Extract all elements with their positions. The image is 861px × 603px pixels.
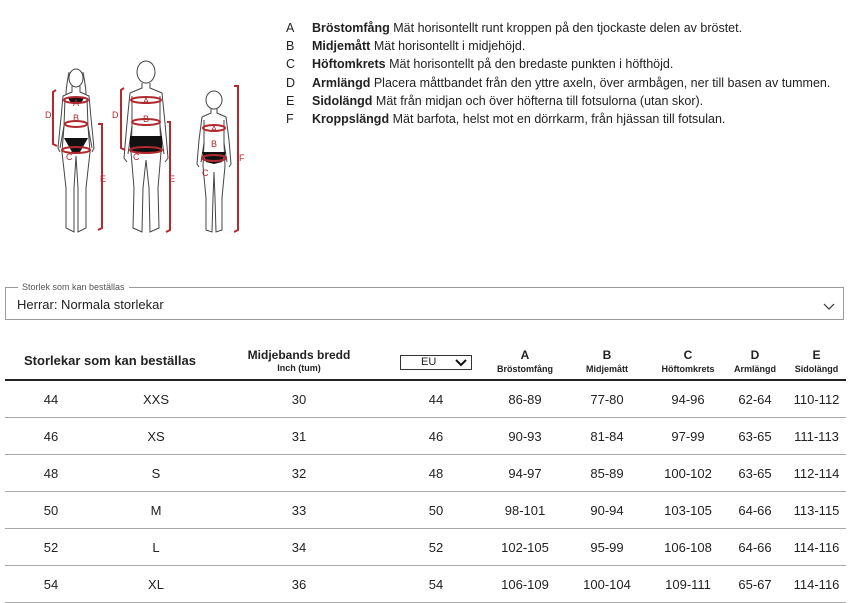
cell-chest: 90-93 bbox=[489, 418, 561, 455]
cell-chest: 102-105 bbox=[489, 529, 561, 566]
header-sizes: Storlekar som kan beställas bbox=[5, 342, 215, 380]
cell-size-number: 46 bbox=[5, 418, 97, 455]
cell-arm: 64-66 bbox=[723, 529, 787, 566]
figure-label-c: C bbox=[66, 152, 73, 162]
size-category-select-label: Storlek som kan beställas bbox=[18, 281, 129, 293]
cell-hip: 100-102 bbox=[653, 455, 723, 492]
cell-size-letter: XL bbox=[97, 566, 215, 603]
figure-label-a: A bbox=[211, 124, 218, 134]
size-category-select-value: Herrar: Normala storlekar bbox=[17, 297, 164, 312]
cell-arm: 63-65 bbox=[723, 455, 787, 492]
cell-arm: 64-66 bbox=[723, 492, 787, 529]
cell-size-letter: S bbox=[97, 455, 215, 492]
chevron-down-icon bbox=[455, 358, 467, 371]
cell-waist: 77-80 bbox=[561, 380, 653, 418]
cell-eu: 46 bbox=[383, 418, 489, 455]
cell-side: 113-115 bbox=[787, 492, 846, 529]
header-col-b: B Midjemått bbox=[561, 342, 653, 380]
table-row bbox=[5, 566, 846, 603]
cell-hip: 94-96 bbox=[653, 380, 723, 418]
cell-side: 114-116 bbox=[787, 566, 846, 603]
header-unit bbox=[383, 342, 489, 380]
cell-size-number: 48 bbox=[5, 455, 97, 492]
cell-waist-inch: 31 bbox=[215, 418, 383, 455]
cell-waist-inch: 33 bbox=[215, 492, 383, 529]
cell-chest: 106-109 bbox=[489, 566, 561, 603]
table-row bbox=[5, 492, 846, 529]
cell-waist-inch: 32 bbox=[215, 455, 383, 492]
cell-size-letter: XXS bbox=[97, 380, 215, 418]
cell-size-number: 54 bbox=[5, 566, 97, 603]
figure-label-c: C bbox=[133, 152, 140, 162]
cell-waist-inch: 36 bbox=[215, 566, 383, 603]
cell-side: 112-114 bbox=[787, 455, 846, 492]
cell-side: 110-112 bbox=[787, 380, 846, 418]
cell-waist-inch: 30 bbox=[215, 380, 383, 418]
figure-label-a: A bbox=[143, 96, 150, 106]
figure-label-a: A bbox=[73, 98, 80, 108]
header-col-e: E Sidolängd bbox=[787, 342, 846, 380]
cell-arm: 62-64 bbox=[723, 380, 787, 418]
size-table bbox=[5, 342, 846, 603]
legend-item-f: F Kroppslängd Mät barfota, helst mot en dörrkarm, från hjässan till fotsulan. bbox=[286, 112, 726, 127]
cell-chest: 98-101 bbox=[489, 492, 561, 529]
figure-label-f: F bbox=[239, 153, 245, 163]
header-col-a: A Bröstomfång bbox=[489, 342, 561, 380]
cell-eu: 52 bbox=[383, 529, 489, 566]
body-measurement-illustration bbox=[36, 48, 256, 238]
cell-hip: 106-108 bbox=[653, 529, 723, 566]
table-row bbox=[5, 418, 846, 455]
figure-label-b: B bbox=[73, 113, 80, 123]
cell-arm: 65-67 bbox=[723, 566, 787, 603]
cell-waist: 95-99 bbox=[561, 529, 653, 566]
measurement-legend bbox=[286, 19, 830, 128]
cell-waist-inch: 34 bbox=[215, 529, 383, 566]
cell-arm: 63-65 bbox=[723, 418, 787, 455]
cell-waist: 85-89 bbox=[561, 455, 653, 492]
table-header-row bbox=[5, 342, 846, 380]
unit-select[interactable] bbox=[400, 355, 472, 370]
figure-label-e: E bbox=[169, 174, 176, 184]
cell-eu: 50 bbox=[383, 492, 489, 529]
header-col-d: D Armlängd bbox=[723, 342, 787, 380]
cell-size-number: 52 bbox=[5, 529, 97, 566]
cell-side: 111-113 bbox=[787, 418, 846, 455]
table-row bbox=[5, 455, 846, 492]
figure-label-c: C bbox=[202, 168, 209, 178]
cell-hip: 109-111 bbox=[653, 566, 723, 603]
cell-waist: 81-84 bbox=[561, 418, 653, 455]
legend-item-b: B Midjemått Mät horisontellt i midjehöjd. bbox=[286, 39, 526, 54]
cell-size-letter: M bbox=[97, 492, 215, 529]
cell-size-number: 44 bbox=[5, 380, 97, 418]
figure-label-b: B bbox=[143, 114, 150, 124]
cell-hip: 97-99 bbox=[653, 418, 723, 455]
cell-size-number: 50 bbox=[5, 492, 97, 529]
cell-hip: 103-105 bbox=[653, 492, 723, 529]
figure-label-d: D bbox=[112, 110, 119, 120]
cell-size-letter: L bbox=[97, 529, 215, 566]
cell-eu: 44 bbox=[383, 380, 489, 418]
legend-item-a: A Bröstomfång Mät horisontellt runt kroppen på den tjockaste delen av bröstet. bbox=[286, 21, 743, 35]
legend-item-d: D Armlängd Placera måttbandet från den yttre axeln, över armbågen, ner till basen av tummen. bbox=[286, 75, 831, 90]
figure-label-e: E bbox=[100, 174, 107, 184]
table-row bbox=[5, 380, 846, 418]
cell-side: 114-116 bbox=[787, 529, 846, 566]
legend-item-c: C Höftomkrets Mät horisontellt på den bredaste punkten i höfthöjd. bbox=[286, 57, 674, 72]
cell-size-letter: XS bbox=[97, 418, 215, 455]
unit-select-value: EU bbox=[421, 355, 437, 368]
chevron-down-icon bbox=[823, 298, 835, 316]
size-category-select[interactable] bbox=[5, 282, 844, 320]
figure-label-b: B bbox=[211, 139, 218, 149]
header-col-c: C Höftomkrets bbox=[653, 342, 723, 380]
figure-label-d: D bbox=[45, 110, 52, 120]
cell-waist: 90-94 bbox=[561, 492, 653, 529]
cell-eu: 54 bbox=[383, 566, 489, 603]
cell-chest: 94-97 bbox=[489, 455, 561, 492]
cell-eu: 48 bbox=[383, 455, 489, 492]
cell-chest: 86-89 bbox=[489, 380, 561, 418]
header-waist: Midjebands bredd Inch (tum) bbox=[215, 342, 383, 380]
legend-item-e: E Sidolängd Mät från midjan och över höfterna till fotsulorna (utan skor). bbox=[286, 93, 704, 108]
cell-waist: 100-104 bbox=[561, 566, 653, 603]
table-row bbox=[5, 529, 846, 566]
